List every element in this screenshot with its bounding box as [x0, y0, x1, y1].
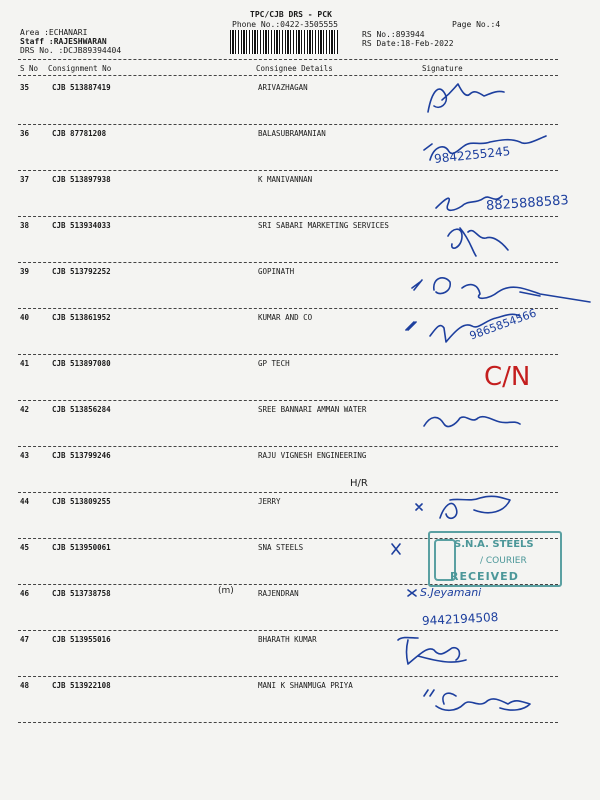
row-sno: 35 — [20, 83, 30, 92]
row-consignee: MANI K SHANMUGA PRIYA — [258, 681, 353, 690]
signature-39 — [412, 278, 590, 302]
signature-38 — [448, 228, 508, 256]
handwritten-name-46: S.Jeyamani — [420, 586, 482, 599]
row-consignee: RAJU VIGNESH ENGINEERING — [258, 451, 367, 460]
col-consignee: Consignee Details — [256, 64, 333, 73]
row-consignment-no: CJB 513922108 — [52, 681, 111, 690]
row-consignee: JERRY — [258, 497, 281, 506]
row-sno: 36 — [20, 129, 30, 138]
area-label: Area :ECHANARI — [20, 28, 88, 37]
row-sno: 46 — [20, 589, 30, 598]
row-sno: 42 — [20, 405, 30, 414]
col-consignment: Consignment No — [48, 64, 112, 73]
row-consignee: SNA STEELS — [258, 543, 304, 552]
page-number: Page No.:4 — [452, 20, 501, 29]
row-sno: 43 — [20, 451, 30, 460]
row-consignee: BALASUBRAMANIAN — [258, 129, 326, 138]
row-consignment-no: CJB 513934033 — [52, 221, 111, 230]
row-consignment-no: CJB 513799246 — [52, 451, 111, 460]
row-consignment-no: CJB 513809255 — [52, 497, 111, 506]
row-sno: 47 — [20, 635, 30, 644]
rs-date: RS Date:18-Feb-2022 — [362, 39, 454, 48]
row-consignment-no: CJB 87781208 — [52, 129, 107, 138]
row-consignee: BHARATH KUMAR — [258, 635, 317, 644]
report-title: TPC/CJB DRS - PCK — [250, 10, 332, 19]
row-consignment-no: CJB 513887419 — [52, 83, 111, 92]
col-sno: S No — [20, 64, 39, 73]
row-consignee: GP TECH — [258, 359, 290, 368]
stamp-received: RECEIVED — [450, 570, 519, 583]
row-sno: 37 — [20, 175, 30, 184]
row-consignment-no: CJB 513897938 — [52, 175, 111, 184]
signature-35 — [428, 84, 504, 112]
handwritten-cn-41: C/N — [484, 362, 531, 392]
row-consignee: K MANIVANNAN — [258, 175, 313, 184]
rs-number: RS No.:893944 — [362, 30, 425, 39]
handwritten-mark-46: (m) — [218, 586, 234, 596]
handwritten-phone-37: 8825888583 — [485, 193, 570, 214]
row-sno: 41 — [20, 359, 30, 368]
row-sno: 40 — [20, 313, 30, 322]
row-sno: 38 — [20, 221, 30, 230]
signature-47 — [398, 638, 466, 665]
received-stamp — [428, 531, 562, 587]
row-consignment-no: CJB 513738758 — [52, 589, 111, 598]
handwritten-phone-36: 9842255245 — [433, 144, 511, 166]
row-consignment-no: CJB 513950061 — [52, 543, 111, 552]
stamp-company: S.N.A. STEELS — [454, 539, 534, 550]
row-consignment-no: CJB 513955016 — [52, 635, 111, 644]
signature-46 — [408, 590, 416, 596]
row-consignee: RAJENDRAN — [258, 589, 299, 598]
stamp-courier: / COURIER — [480, 556, 527, 566]
handwritten-hr-44: H/R — [350, 478, 368, 489]
row-consignee: SREE BANNARI AMMAN WATER — [258, 405, 367, 414]
row-consignment-no: CJB 513861952 — [52, 313, 111, 322]
row-consignment-no: CJB 513856284 — [52, 405, 111, 414]
col-signature: Signature — [422, 64, 463, 73]
handwritten-phone-40: 9865854566 — [467, 306, 539, 343]
signature-42 — [424, 417, 520, 427]
signature-48 — [424, 690, 530, 710]
signature-45 — [392, 544, 400, 554]
row-consignee: KUMAR AND CO — [258, 313, 313, 322]
row-sno: 39 — [20, 267, 30, 276]
drs-number: DRS No. :DCJB89394404 — [20, 46, 122, 55]
row-sno: 45 — [20, 543, 30, 552]
handwritten-phone-46: 9442194508 — [421, 610, 499, 628]
row-sno: 44 — [20, 497, 30, 506]
signature-44 — [416, 496, 510, 518]
staff-label: Staff :RAJESHWARAN — [20, 37, 107, 46]
row-consignment-no: CJB 513792252 — [52, 267, 111, 276]
row-consignee: ARIVAZHAGAN — [258, 83, 308, 92]
row-consignee: GOPINATH — [258, 267, 295, 276]
row-consignee: SRI SABARI MARKETING SERVICES — [258, 221, 389, 230]
phone-number: Phone No.:0422-3505555 — [232, 20, 338, 29]
row-consignment-no: CJB 513897080 — [52, 359, 111, 368]
row-sno: 48 — [20, 681, 30, 690]
